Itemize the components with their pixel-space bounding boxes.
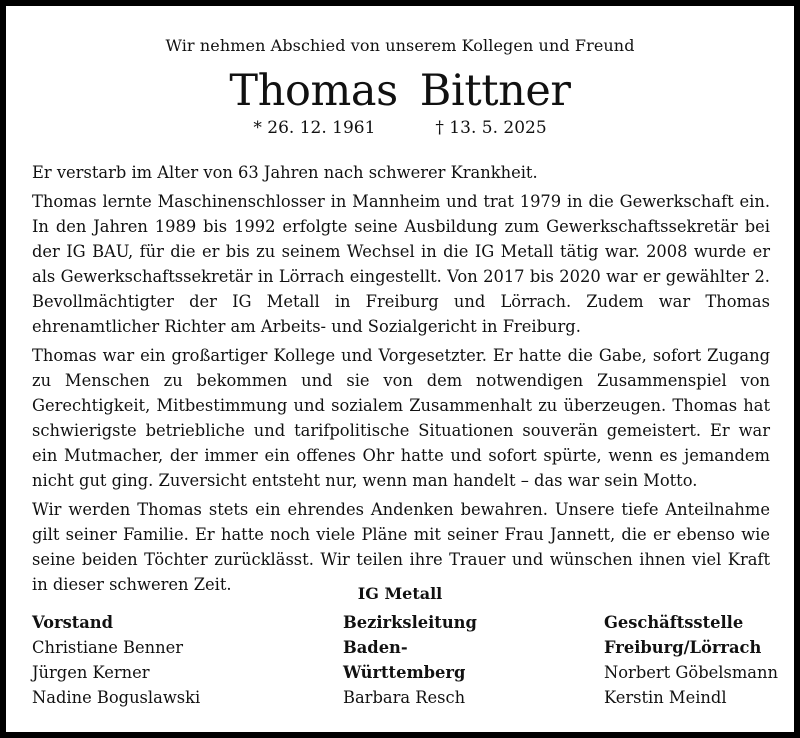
signatory-name: Nadine Boguslawski	[32, 688, 201, 707]
signatory-name: Norbert Göbelsmann	[604, 663, 778, 682]
paragraph: Thomas war ein großartiger Kollege und Vorgesetzter. Er hatte die Gabe, sofort Zugang zu Menschen zu bekommen und sie von dem notwendigen Zusammenspiel von Gerechtigkeit, Mitbestimmung und sozialem Zusammenhalt zu überzeugen. Thomas hat schwierigste betriebliche und tarifpolitische Situationen souverän gemeistert. Er war ein Mutmacher, der immer ein offenes Ohr hatte und sofort spürte, wenn es jemandem nicht gut ging. Zuversicht entsteht nur, wenn man handelt – das war sein Motto.	[32, 346, 770, 490]
column-heading: Württemberg	[343, 663, 466, 682]
signatory-name: Barbara Resch	[343, 688, 466, 707]
last-name: Bittner	[419, 66, 571, 116]
birth-date: * 26. 12. 1961	[253, 118, 376, 138]
organization-name: IG Metall	[357, 584, 443, 603]
signatory-name: Christiane Benner	[32, 638, 184, 657]
signatory-column-vorstand	[32, 610, 200, 710]
first-name: Thomas	[229, 66, 398, 116]
column-heading: Geschäftsstelle	[604, 613, 744, 632]
death-date: † 13. 5. 2025	[435, 118, 547, 138]
signatory-column-bezirksleitung	[343, 610, 477, 710]
signatory-column-geschaeftsstelle	[604, 610, 778, 710]
column-heading: Freiburg/Lörrach	[604, 638, 762, 657]
column-heading: Bezirksleitung	[343, 613, 477, 632]
obituary-notice	[6, 6, 794, 732]
paragraph: Er verstarb im Alter von 63 Jahren nach schwerer Krankheit.	[32, 163, 538, 182]
signatory-name: Jürgen Kerner	[32, 663, 150, 682]
signatory-name: Kerstin Meindl	[604, 688, 727, 707]
deceased-name	[6, 66, 794, 116]
paragraph: Wir werden Thomas stets ein ehrendes Andenken bewahren. Unsere tiefe Anteilnahme gilt seiner Familie. Er hatte noch viele Pläne mit seiner Frau Jannett, die er ebenso wie seine beiden Töchter zurücklässt. Wir teilen ihre Trauer und wünschen ihnen viel Kraft in dieser schweren Zeit.	[32, 500, 770, 594]
intro-line: Wir nehmen Abschied von unserem Kollegen und Freund	[165, 36, 635, 55]
paragraph: Thomas lernte Maschinenschlosser in Mannheim und trat 1979 in die Gewerkschaft ein. In den Jahren 1989 bis 1992 erfolgte seine Ausbildung zum Gewerkschaftssekretär bei der IG BAU, für die er bis zu seinem Wechsel in die IG Metall tätig war. 2008 wurde er als Gewerkschaftssekretär in Lörrach eingestellt. Von 2017 bis 2020 war er gewählter 2. Bevollmächtigter der IG Metall in Freiburg und Lörrach. Zudem war Thomas ehrenamtlicher Richter am Arbeits- und Sozialgericht in Freiburg.	[32, 192, 770, 336]
life-dates	[6, 118, 794, 138]
column-heading: Vorstand	[32, 613, 114, 632]
obituary-text	[32, 160, 770, 601]
column-heading: Baden-	[343, 638, 408, 657]
